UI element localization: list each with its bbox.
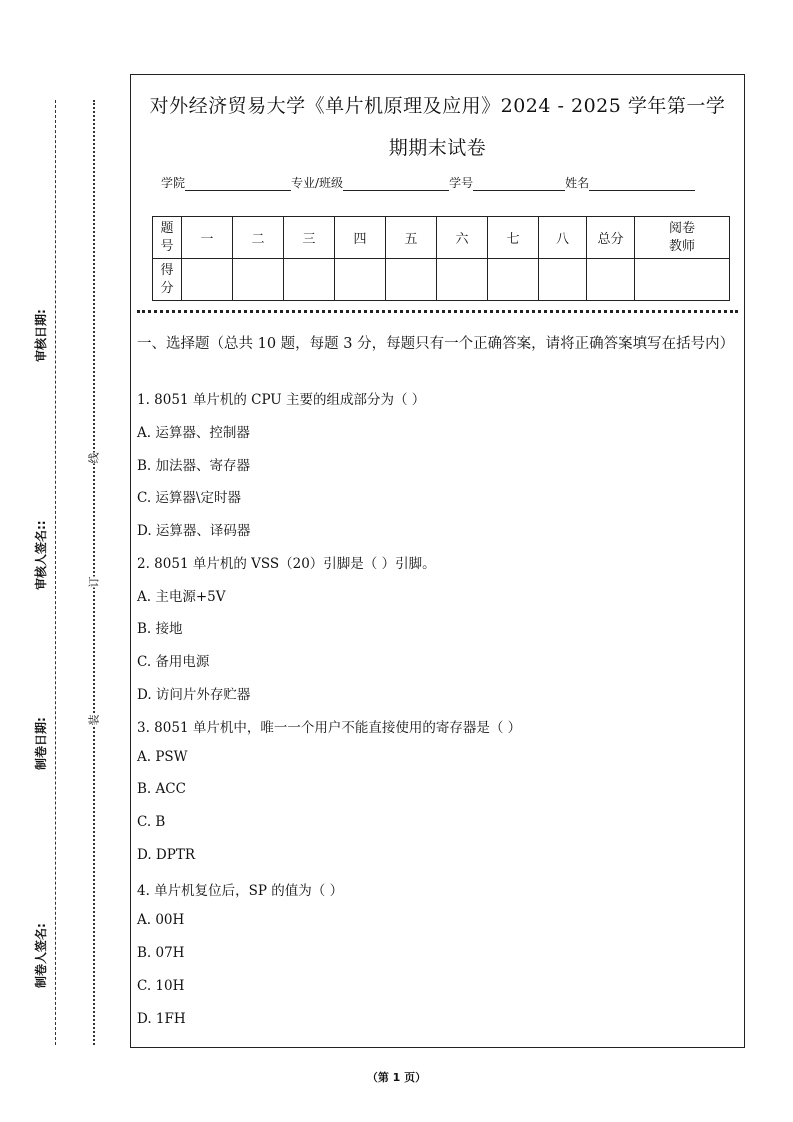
question-option: D. 访问片外存贮器 — [137, 687, 251, 703]
major-class-field[interactable] — [343, 178, 449, 191]
score-cell[interactable] — [488, 259, 539, 301]
score-col-header: 四 — [335, 217, 386, 259]
major-class-label: 专业/班级 — [291, 176, 344, 190]
page-number: （第 1 页） — [366, 1071, 427, 1084]
score-col-header: 总分 — [587, 217, 635, 259]
question-option: C. 备用电源 — [137, 654, 210, 670]
score-col-header: 三 — [284, 217, 335, 259]
question-option: B. 07H — [137, 945, 185, 961]
binding-staple-label: 订 — [87, 576, 101, 588]
binding-dotted-line — [93, 100, 95, 1045]
question-option: D. 1FH — [137, 1011, 186, 1027]
question-stem: 1. 8051 单片机的 CPU 主要的组成部分为（ ） — [137, 392, 426, 408]
score-cell[interactable] — [437, 259, 488, 301]
question-option: A. 运算器、控制器 — [137, 425, 250, 441]
score-cell[interactable] — [539, 259, 587, 301]
score-cell[interactable] — [233, 259, 284, 301]
dotted-divider — [137, 310, 738, 313]
question-option: D. 运算器、译码器 — [137, 523, 251, 539]
score-cell[interactable] — [182, 259, 233, 301]
question-option: B. ACC — [137, 781, 186, 797]
reviewer-signature-label: 审核人签名:: — [34, 520, 48, 590]
review-date-label: 审核日期: — [34, 309, 48, 362]
college-field[interactable] — [185, 178, 291, 191]
score-cell[interactable] — [284, 259, 335, 301]
question-stem: 3. 8051 单片机中，唯一一个用户不能直接使用的寄存器是（ ） — [137, 720, 522, 736]
question-option: A. PSW — [137, 749, 188, 765]
exam-title-line2: 期期末试卷 — [388, 137, 487, 159]
score-col-header: 七 — [488, 217, 539, 259]
score-col-header: 二 — [233, 217, 284, 259]
score-table — [152, 216, 730, 301]
score-cell[interactable] — [335, 259, 386, 301]
question-option: C. 运算器\定时器 — [137, 490, 241, 506]
question-option: D. DPTR — [137, 847, 196, 863]
question-option: C. 10H — [137, 978, 185, 994]
question-option: A. 00H — [137, 912, 185, 928]
question-stem: 2. 8051 单片机的 VSS（20）引脚是（ ）引脚。 — [137, 556, 436, 572]
maker-signature-label: 制卷人签名: — [34, 923, 48, 988]
score-col-header: 八 — [539, 217, 587, 259]
name-label: 姓名 — [565, 176, 590, 190]
binding-fold-label: 装 — [87, 714, 101, 726]
question-stem: 4. 单片机复位后，SP 的值为（ ） — [137, 883, 344, 899]
question-option: C. B — [137, 814, 166, 830]
score-col-header: 五 — [386, 217, 437, 259]
student-id-label: 学号 — [449, 176, 474, 190]
binding-line-label: 线 — [87, 452, 101, 464]
section-heading: 一、选择题（总共 10 题，每题 3 分，每题只有一个正确答案，请将正确答案填写在括号内） — [137, 336, 735, 352]
college-label: 学院 — [161, 176, 186, 190]
make-date-label: 制卷日期: — [34, 717, 48, 770]
score-row-header: 题 号 — [153, 217, 182, 259]
student-info-row — [161, 174, 695, 191]
exam-title: 对外经济贸易大学《单片机原理及应用》2024 - 2025 学年第一学 — [149, 95, 726, 117]
score-cell[interactable] — [386, 259, 437, 301]
score-col-header: 一 — [182, 217, 233, 259]
name-field[interactable] — [589, 178, 695, 191]
score-row-header: 得 分 — [153, 259, 182, 301]
signature-line — [55, 100, 56, 1045]
question-option: B. 接地 — [137, 621, 183, 637]
score-col-header: 六 — [437, 217, 488, 259]
student-id-field[interactable] — [473, 178, 565, 191]
exam-frame — [130, 74, 745, 1048]
grader-cell[interactable] — [635, 259, 730, 301]
score-cell[interactable] — [587, 259, 635, 301]
question-option: B. 加法器、寄存器 — [137, 458, 251, 474]
question-option: A. 主电源+5V — [137, 589, 226, 605]
grader-header: 阅卷 教师 — [635, 217, 730, 259]
